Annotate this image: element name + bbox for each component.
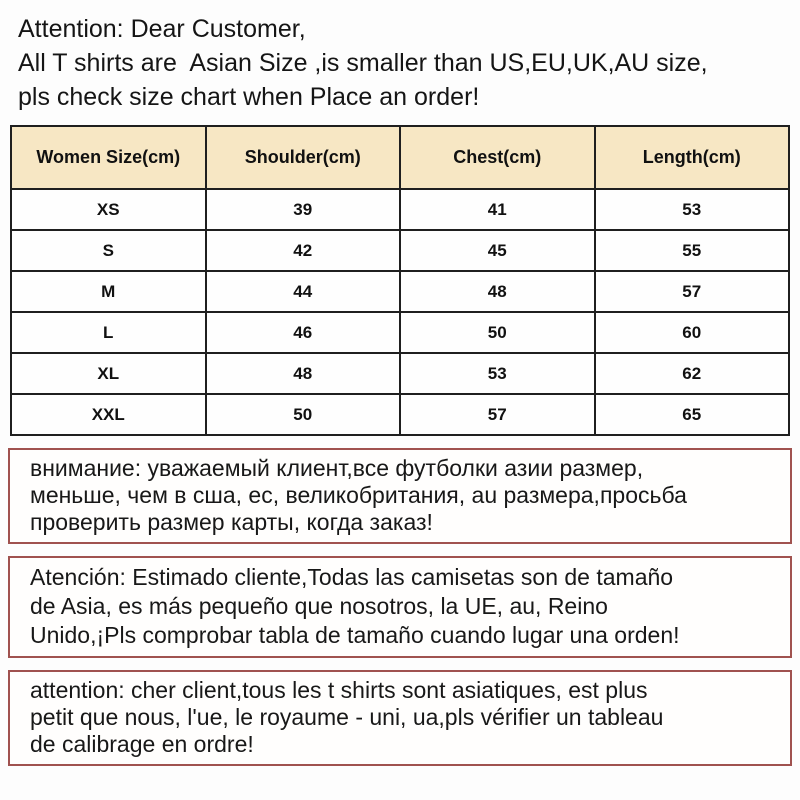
russian-notice-line: меньше, чем в сша, ес, великобритания, au размера,просьба — [30, 482, 687, 508]
size-table-body — [11, 189, 789, 435]
table-row — [11, 189, 789, 230]
asian-size-line: All T shirts are Asian Size ,is smaller than US,EU,UK,AU size, — [18, 49, 708, 77]
spanish-notice-line: Unido,¡Pls comprobar tabla de tamaño cuando lugar una orden! — [30, 622, 680, 648]
col-header-shoulder: Shoulder(cm) — [206, 126, 401, 189]
shoulder-cell: 42 — [206, 230, 401, 271]
russian-notice-line: проверить размер карты, когда заказ! — [30, 509, 433, 535]
length-cell: 53 — [595, 189, 790, 230]
english-attention-notice — [0, 0, 800, 114]
shoulder-cell: 39 — [206, 189, 401, 230]
table-row — [11, 353, 789, 394]
length-cell: 60 — [595, 312, 790, 353]
spanish-notice-line: Atención: Estimado cliente,Todas las camisetas son de tamaño — [30, 564, 674, 590]
length-cell: 65 — [595, 394, 790, 435]
size-cell: XXL — [11, 394, 206, 435]
shoulder-cell: 50 — [206, 394, 401, 435]
length-cell: 62 — [595, 353, 790, 394]
size-cell: XS — [11, 189, 206, 230]
col-header-women-size: Women Size(cm) — [11, 126, 206, 189]
attention-line: Attention: Dear Customer, — [18, 15, 306, 43]
size-cell: S — [11, 230, 206, 271]
size-cell: M — [11, 271, 206, 312]
table-row — [11, 312, 789, 353]
size-table-header — [11, 126, 789, 189]
col-header-chest: Chest(cm) — [400, 126, 595, 189]
chest-cell: 57 — [400, 394, 595, 435]
french-notice-line: de calibrage en ordre! — [30, 731, 254, 757]
chest-cell: 45 — [400, 230, 595, 271]
french-notice-box — [8, 670, 792, 766]
french-notice-line: attention: cher client,tous les t shirts sont asiatiques, est plus — [30, 677, 648, 703]
header-row — [11, 126, 789, 189]
spanish-notice-line: de Asia, es más pequeño que nosotros, la UE, au, Reino — [30, 593, 608, 619]
shoulder-cell: 46 — [206, 312, 401, 353]
french-notice-line: petit que nous, l'ue, le royaume - uni, ua,pls vérifier un tableau — [30, 704, 664, 730]
length-cell: 57 — [595, 271, 790, 312]
table-row — [11, 394, 789, 435]
chest-cell: 48 — [400, 271, 595, 312]
shoulder-cell: 44 — [206, 271, 401, 312]
russian-notice-line: внимание: уважаемый клиент,все футболки азии размер, — [30, 455, 644, 481]
size-cell: XL — [11, 353, 206, 394]
chest-cell: 41 — [400, 189, 595, 230]
chest-cell: 50 — [400, 312, 595, 353]
table-row — [11, 271, 789, 312]
chest-cell: 53 — [400, 353, 595, 394]
shoulder-cell: 48 — [206, 353, 401, 394]
women-size-table — [10, 125, 790, 436]
spanish-notice-box — [8, 556, 792, 658]
russian-notice-box — [8, 448, 792, 544]
length-cell: 55 — [595, 230, 790, 271]
table-row — [11, 230, 789, 271]
size-cell: L — [11, 312, 206, 353]
col-header-length: Length(cm) — [595, 126, 790, 189]
check-chart-line: pls check size chart when Place an order! — [18, 83, 480, 111]
